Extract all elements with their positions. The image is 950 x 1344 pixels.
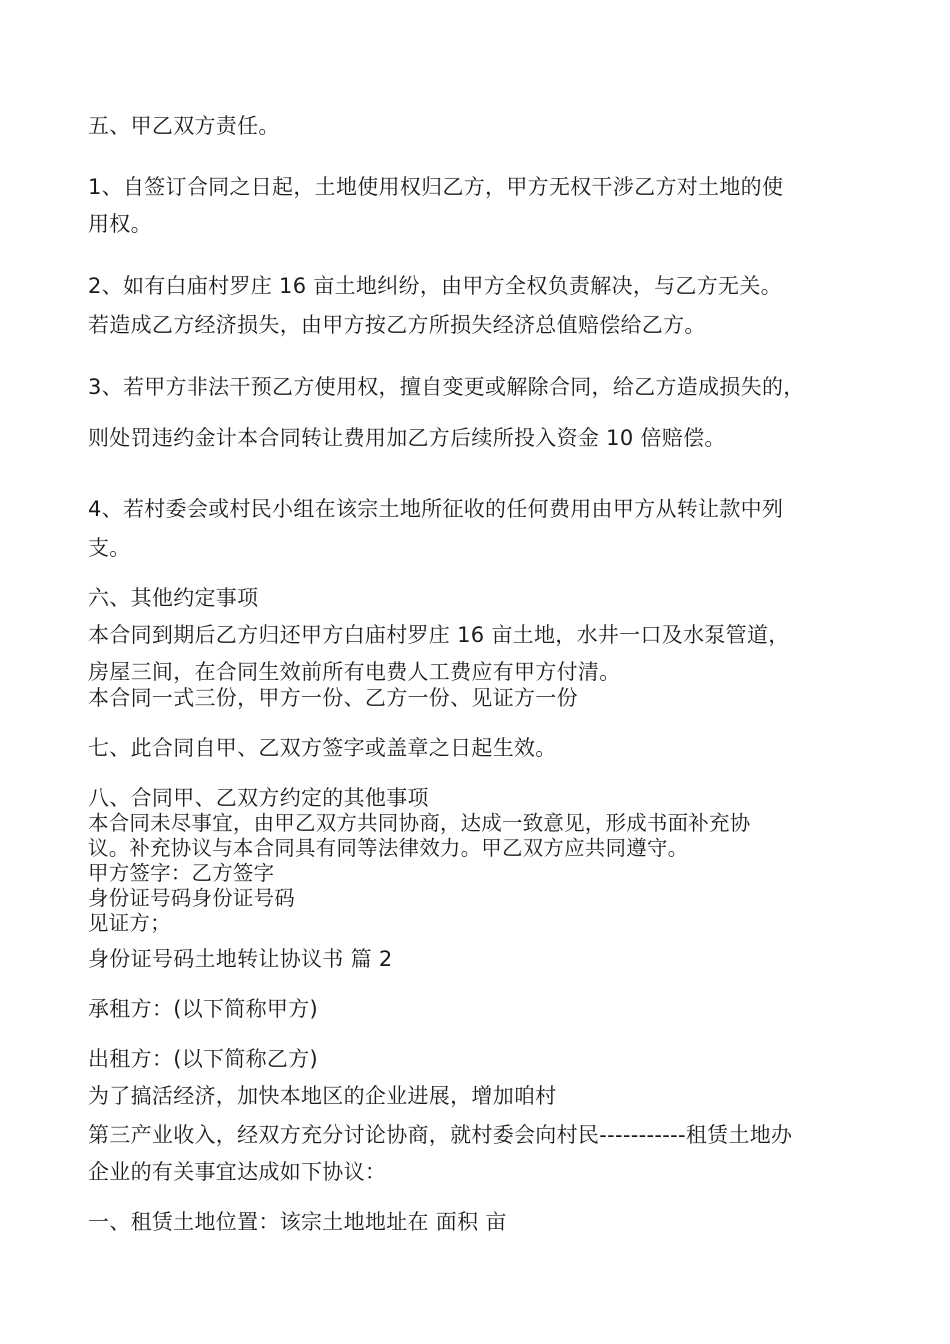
preamble-line-2: 第三产业收入，经双方充分讨论协商，就村委会向村民-----------租赁土地办 (88, 1123, 793, 1147)
clause-5-2-line-1: 2、如有白庙村罗庄 16 亩土地纠纷，由甲方全权负责解决，与乙方无关。 (88, 274, 782, 298)
section-eight-line-2: 议。补充协议与本合同具有同等法律效力。甲乙双方应共同遵守。 (88, 836, 689, 860)
preamble-line-3: 企业的有关事宜达成如下协议： (88, 1160, 387, 1184)
section-five-heading: 五、甲乙双方责任。 (88, 114, 280, 138)
clause-5-1-line-2: 用权。 (88, 212, 152, 236)
clause-5-4-line-2: 支。 (88, 536, 131, 560)
lessee-line: 承租方：(以下简称甲方) (88, 997, 318, 1021)
clause-5-4-line-1: 4、若村委会或村民小组在该宗土地所征收的任何费用由甲方从转让款中列 (88, 497, 784, 521)
clause-lease-location: 一、租赁土地位置：该宗土地地址在 面积 亩 (88, 1210, 507, 1234)
clause-5-3-line-1: 3、若甲方非法干预乙方使用权，擅自变更或解除合同，给乙方造成损失的， (88, 375, 805, 399)
clause-5-3-line-2: 则处罚违约金计本合同转让费用加乙方后续所投入资金 10 倍赔偿。 (88, 426, 726, 450)
section-six-line-3: 本合同一式三份，甲方一份、乙方一份、见证方一份 (88, 686, 578, 710)
id-numbers-line: 身份证号码身份证号码 (88, 886, 295, 910)
section-six-heading: 六、其他约定事项 (88, 586, 259, 610)
lessor-line: 出租方：(以下简称乙方) (88, 1047, 318, 1071)
section-seven: 七、此合同自甲、乙双方签字或盖章之日起生效。 (88, 736, 557, 760)
clause-5-1-line-1: 1、自签订合同之日起，土地使用权归乙方，甲方无权干涉乙方对土地的使 (88, 175, 784, 199)
witness-line: 见证方； (88, 911, 171, 935)
section-six-line-2: 房屋三间，在合同生效前所有电费人工费应有甲方付清。 (88, 660, 621, 684)
preamble-line-1: 为了搞活经济，加快本地区的企业进展，增加咱村 (88, 1084, 557, 1108)
agreement-two-title: 身份证号码土地转让协议书 篇 2 (88, 947, 393, 971)
section-eight-heading: 八、合同甲、乙双方约定的其他事项 (88, 786, 429, 810)
section-eight-line-1: 本合同未尽事宜，由甲乙双方共同协商，达成一致意见，形成书面补充协 (88, 811, 751, 835)
clause-5-2-line-2: 若造成乙方经济损失，由甲方按乙方所损失经济总值赔偿给乙方。 (88, 313, 706, 337)
party-signatures-line: 甲方签字：乙方签字 (88, 861, 275, 885)
section-six-line-1: 本合同到期后乙方归还甲方白庙村罗庄 16 亩土地，水井一口及水泵管道， (88, 623, 790, 647)
